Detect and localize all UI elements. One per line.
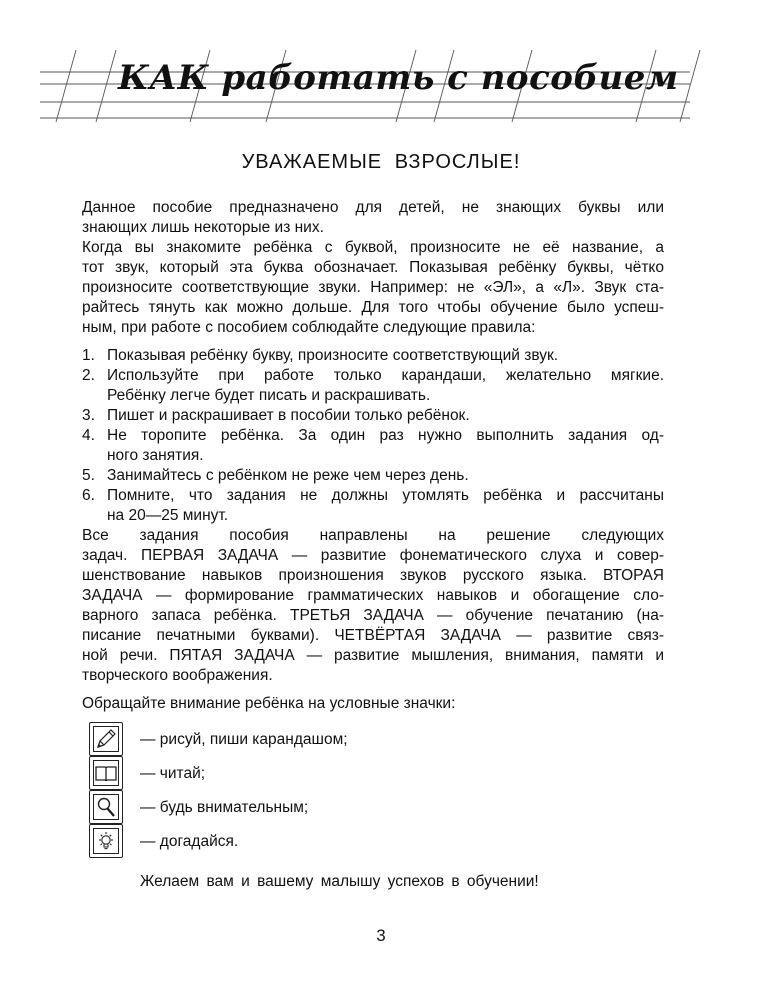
tasks-line: ной речи. ПЯТАЯ ЗАДАЧА — развитие мышления, внимания, памяти и: [82, 647, 664, 664]
page-number: 3: [376, 926, 386, 945]
rule-number: 5.: [82, 467, 95, 484]
rule-number: 3.: [82, 407, 95, 424]
intro-line: произносите соответствующие звуки. Например: не «ЭЛ», а «Л». Звук ста-: [82, 279, 664, 296]
intro-line: Когда вы знакомите ребёнка с буквой, произносите не её название, а: [82, 239, 664, 256]
rule-line: Пишет и раскрашивает в пособии только ребёнок.: [107, 407, 470, 424]
book-icon-glyph: [95, 762, 117, 784]
rule-line: на 20—25 минут.: [107, 507, 229, 524]
legend-intro: Обращайте внимание ребёнка на условные значки:: [82, 695, 456, 712]
page-title: КАК работать с пособием: [118, 58, 679, 98]
rule-line: Используйте при работе только карандаши, желательно мягкие.: [107, 367, 664, 384]
intro-line: знающих лишь некоторые из них.: [82, 219, 324, 236]
lightbulb-icon-glyph: [95, 830, 117, 852]
section-heading: УВАЖАЕМЫЕ ВЗРОСЛЫЕ!: [241, 151, 521, 173]
rule-number: 1.: [82, 347, 95, 364]
intro-line: тот звук, который эта буква обозначает. Показывая ребёнку буквы, чётко: [82, 259, 664, 276]
book-icon: [89, 756, 123, 790]
rule-line: Не торопите ребёнка. За один раз нужно выполнить задания од-: [107, 427, 664, 444]
legend-text: — будь внимательным;: [140, 799, 309, 816]
tasks-line: творческого воображения.: [82, 667, 273, 684]
rule-line: Помните, что задания не должны утомлять ребёнка и рассчитаны: [107, 487, 664, 504]
tasks-line: Все задания пособия направлены на решение следующих: [82, 527, 664, 544]
tasks-line: варного запаса ребёнка. ТРЕТЬЯ ЗАДАЧА — обучение печатанию (на-: [82, 607, 664, 624]
rule-number: 2.: [82, 367, 95, 384]
intro-line: райтесь тянуть как можно дольше. Для того чтобы обучение было успеш-: [82, 299, 664, 316]
pencil-icon-glyph: [95, 728, 117, 750]
magnifier-icon: [89, 790, 123, 824]
legend-text: — читай;: [140, 765, 206, 782]
legend-text: — рисуй, пиши карандашом;: [140, 731, 348, 748]
rule-number: 4.: [82, 427, 95, 444]
rule-line: ного занятия.: [107, 447, 204, 464]
lightbulb-icon: [89, 824, 123, 858]
rule-line: Ребёнку легче будет писать и раскрашивать.: [107, 387, 431, 404]
tasks-line: писание печатными буквами). ЧЕТВЁРТАЯ ЗАДАЧА — развитие связ-: [82, 627, 664, 644]
intro-line: Данное пособие предназначено для детей, не знающих буквы или: [82, 199, 664, 216]
closing-wish: Желаем вам и вашему малышу успехов в обучении!: [140, 873, 539, 890]
tasks-line: задач. ПЕРВАЯ ЗАДАЧА — развитие фонематического слуха и совер-: [82, 547, 664, 564]
tasks-line: шенствование навыков произношения звуков русского языка. ВТОРАЯ: [82, 567, 664, 584]
intro-line: ным, при работе с пособием соблюдайте следующие правила:: [82, 319, 536, 336]
rule-number: 6.: [82, 487, 95, 504]
tasks-line: ЗАДАЧА — формирование грамматических навыков и обогащение сло-: [82, 587, 664, 604]
rule-line: Показывая ребёнку букву, произносите соответствующий звук.: [107, 347, 559, 364]
pencil-icon: [89, 722, 123, 756]
legend-text: — догадайся.: [140, 833, 239, 850]
magnifier-icon-glyph: [95, 796, 117, 818]
rule-line: Занимайтесь с ребёнком не реже чем через день.: [107, 467, 469, 484]
